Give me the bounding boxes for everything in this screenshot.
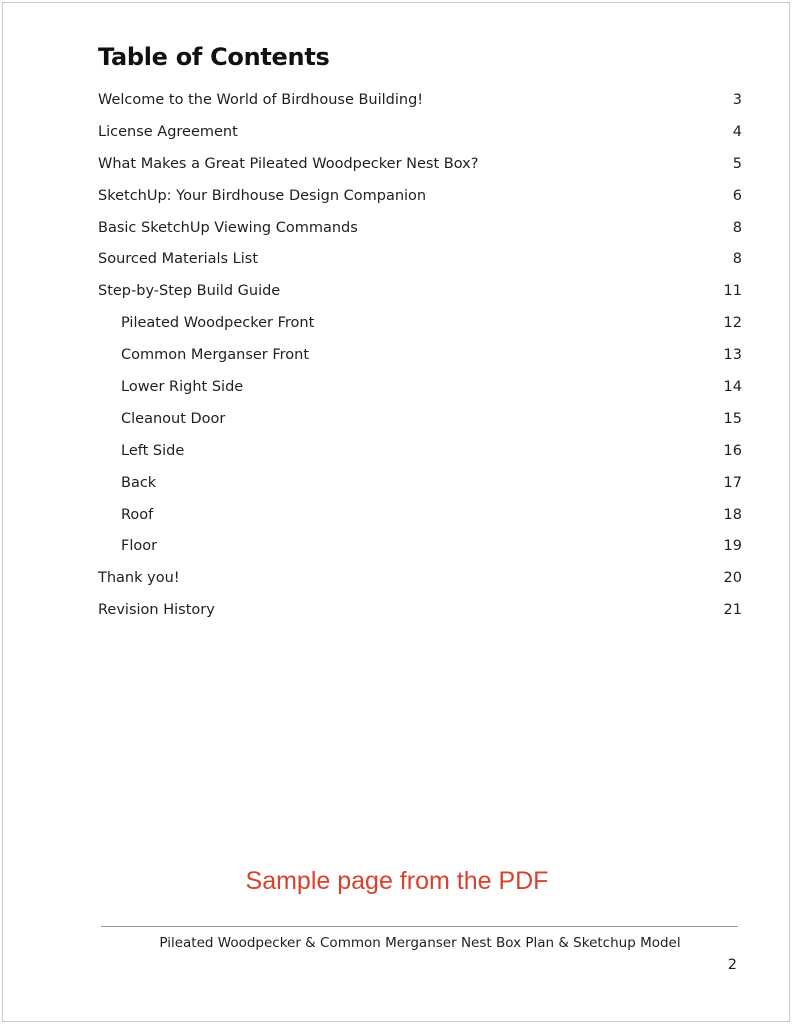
toc-entry[interactable] — [98, 443, 742, 475]
toc-entry-label: Revision History — [98, 602, 215, 619]
table-of-contents — [98, 92, 742, 634]
footer-divider — [101, 926, 738, 927]
toc-entry-label: Basic SketchUp Viewing Commands — [98, 219, 358, 236]
toc-entry[interactable] — [98, 188, 742, 220]
toc-entry-page-number: 20 — [723, 570, 742, 587]
toc-entry-page-number: 17 — [723, 474, 742, 491]
toc-entry[interactable] — [98, 507, 742, 539]
toc-entry-page-number: 14 — [723, 379, 742, 396]
toc-entry-page-number: 8 — [732, 219, 742, 236]
toc-entry[interactable] — [98, 251, 742, 283]
toc-entry-page-number: 16 — [723, 442, 742, 459]
footer-title: Pileated Woodpecker & Common Merganser Nest Box Plan & Sketchup Model — [159, 935, 681, 951]
toc-entry-label: What Makes a Great Pileated Woodpecker Nest Box? — [98, 155, 479, 172]
toc-entry-page-number: 4 — [732, 123, 742, 140]
toc-entry-label: Pileated Woodpecker Front — [121, 315, 315, 332]
toc-entry-label: License Agreement — [98, 123, 238, 140]
toc-entry-label: Common Merganser Front — [121, 347, 310, 364]
toc-entry[interactable] — [98, 156, 742, 188]
toc-entry[interactable] — [98, 538, 742, 570]
toc-entry-page-number: 21 — [723, 602, 742, 619]
toc-entry-page-number: 3 — [732, 92, 742, 108]
sample-watermark: Sample page from the PDF — [245, 867, 549, 895]
toc-entry[interactable] — [98, 570, 742, 602]
toc-entry[interactable] — [98, 92, 742, 124]
toc-entry-label: Thank you! — [98, 570, 180, 587]
toc-entry-label: Floor — [121, 538, 158, 555]
toc-entry[interactable] — [98, 220, 742, 252]
toc-entry-page-number: 11 — [723, 283, 742, 300]
toc-entry-label: SketchUp: Your Birdhouse Design Companion — [98, 187, 427, 204]
toc-entry[interactable] — [98, 283, 742, 315]
toc-entry[interactable] — [98, 347, 742, 379]
footer-page-number: 2 — [727, 957, 737, 973]
toc-entry[interactable] — [98, 475, 742, 507]
toc-entry-label: Left Side — [121, 442, 185, 459]
toc-entry-page-number: 12 — [723, 315, 742, 332]
toc-entry[interactable] — [98, 124, 742, 156]
toc-entry-label: Welcome to the World of Birdhouse Building! — [98, 92, 424, 108]
toc-entry-label: Lower Right Side — [121, 379, 244, 396]
toc-entry-page-number: 13 — [723, 347, 742, 364]
toc-entry[interactable] — [98, 602, 742, 634]
toc-entry-page-number: 15 — [723, 410, 742, 427]
toc-entry-label: Sourced Materials List — [98, 251, 259, 268]
toc-entry-page-number: 19 — [723, 538, 742, 555]
toc-entry[interactable] — [98, 315, 742, 347]
toc-entry-label: Back — [121, 474, 157, 491]
toc-entry-label: Step-by-Step Build Guide — [98, 283, 281, 300]
toc-entry[interactable] — [98, 379, 742, 411]
toc-entry-label: Roof — [121, 506, 154, 523]
toc-entry-page-number: 18 — [723, 506, 742, 523]
toc-entry-label: Cleanout Door — [121, 410, 226, 427]
toc-entry-page-number: 6 — [732, 187, 742, 204]
page-title: Table of Contents — [98, 43, 330, 71]
document-page — [2, 2, 790, 1022]
toc-entry[interactable] — [98, 411, 742, 443]
toc-entry-page-number: 5 — [732, 155, 742, 172]
toc-entry-page-number: 8 — [732, 251, 742, 268]
